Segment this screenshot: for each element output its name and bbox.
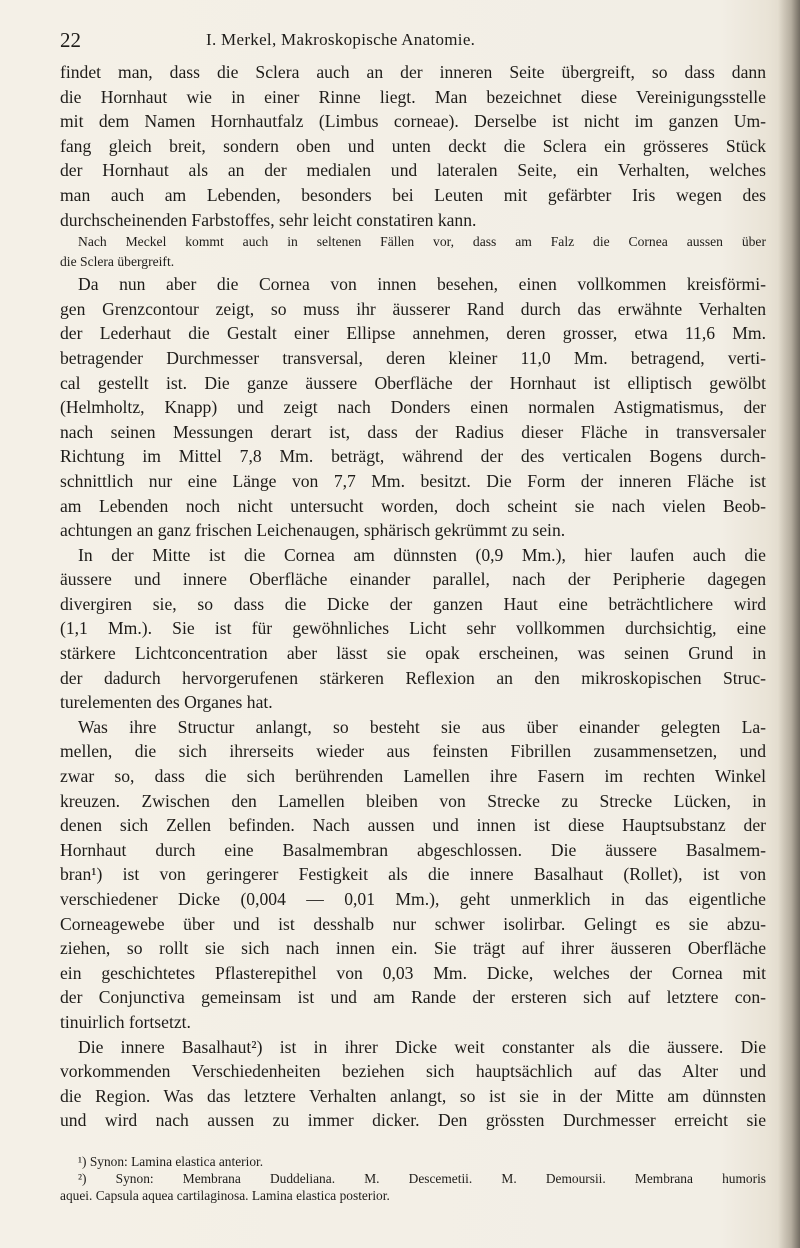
text-line: bran¹) ist von geringerer Festigkeit als die innere Basalhaut (Rollet), ist von [60,864,766,885]
paragraph-1 [60,60,766,232]
text-line: findet man, dass die Sclera auch an der inneren Seite übergreift, so dass dann [60,62,766,82]
text-line: mit dem Namen Hornhautfalz (Limbus corneae). Derselbe ist nicht im ganzen Um- [60,111,766,132]
text-line: Richtung im Mittel 7,8 Mm. beträgt, während der des verticalen Bogens durch- [60,446,766,467]
text-line: äussere und innere Oberfläche einander parallel, nach der Peripherie dagegen [60,569,766,590]
text-line: achtungen an ganz frischen Leichenaugen, sphärisch gekrümmt zu sein. [60,520,566,541]
footnote-1: ¹) Synon: Lamina elastica anterior. [78,1154,264,1169]
text-line: verschiedener Dicke (0,004 — 0,01 Mm.), geht unmerklich in das eigentliche [60,889,766,909]
text-line: ziehen, so rollt sie sich nach innen ein. Sie trägt auf ihrer äusseren Oberfläche [60,938,766,959]
text-line: der Hornhaut als an der medialen und lateralen Seite, ein Verhalten, welches [60,160,766,181]
text-line: der Lederhaut die Gestalt einer Ellipse annehmen, deren grosser, etwa 11,6 Mm. [60,323,766,344]
text-line: ein geschichtetes Pflasterepithel von 0,03 Mm. Dicke, welches der Cornea mit [60,962,766,983]
text-line: man auch am Lebenden, besonders bei Leuten mit gefärbter Iris wegen des [60,184,766,205]
text-line: (1,1 Mm.). Sie ist für gewöhnliches Licht sehr vollkommen durchsichtig, eine [60,618,766,639]
text-line: Die innere Basalhaut²) ist in ihrer Dicke weit constanter als die äussere. Die [78,1036,766,1057]
paragraph-2 [60,272,766,543]
text-line: tinuirlich fortsetzt. [60,1011,191,1032]
footnote-2: ²) Synon: Membrana Duddeliana. M. Descemetii. M. Demoursii. Membrana humoris [78,1171,766,1186]
running-head: I. Merkel, Makroskopische Anatomie. [206,30,476,49]
text-line: gen Grenzcontour zeigt, so muss ihr äusserer Rand durch das erwähnte Verhalten [60,298,766,319]
text-line: zwar so, dass die sich berührenden Lamellen ihre Fasern im rechten Winkel [60,766,766,787]
text-line: am Lebenden noch nicht untersucht worden, doch scheint sie nach vielen Beob- [60,495,766,516]
text-line: Was ihre Structur anlangt, so besteht sie aus über einander gelegten La- [78,716,766,737]
note-line: Nach Meckel kommt auch in seltenen Fällen vor, dass am Falz die Cornea aussen über [78,234,766,250]
paragraph-4 [60,715,766,1035]
paragraph-3 [60,543,766,715]
footnotes [60,1153,766,1204]
text-line: In der Mitte ist die Cornea am dünnsten (0,9 Mm.), hier laufen auch die [78,544,766,565]
text-line: der dadurch hervorgerufenen stärkeren Reflexion an den mikroskopischen Struc- [60,667,766,688]
text-line: divergiren sie, so dass die Dicke der ganzen Haut eine beträchtlichere wird [60,593,766,614]
body-text [60,60,766,1133]
text-line: die Hornhaut wie in einer Rinne liegt. Man bezeichnet diese Vereinigungsstelle [60,86,766,107]
text-line: durchscheinenden Farbstoffes, sehr leicht constatiren kann. [60,209,477,230]
text-line: turelementen des Organes hat. [60,692,273,713]
text-line: Corneagewebe über und ist desshalb nur schwer isolirbar. Gelingt es sie abzu- [60,913,766,934]
text-line: der Conjunctiva gemeinsam ist und am Rande der ersteren sich auf letztere con- [60,987,766,1008]
page-header [60,28,750,56]
text-line: fang gleich breit, sondern oben und unten deckt die Sclera ein grösseres Stück [60,135,766,156]
text-line: vorkommenden Verschiedenheiten beziehen sich hauptsächlich auf das Alter und [60,1061,766,1082]
text-line: mellen, die sich ihrerseits wieder aus feinsten Fibrillen zusammensetzen, und [60,741,766,762]
text-line: (Helmholtz, Knapp) und zeigt nach Donders einen normalen Astigmatismus, der [60,397,766,418]
text-line: und wird nach aussen zu immer dicker. Den grössten Durchmesser erreicht sie [60,1110,766,1131]
text-line: die Region. Was das letztere Verhalten anlangt, so ist sie in der Mitte am dünnsten [60,1085,766,1106]
text-line: nach seinen Messungen derart ist, dass der Radius dieser Fläche in transversaler [60,421,766,442]
text-line: denen sich Zellen befinden. Nach aussen und innen ist diese Hauptsubstanz der [60,815,766,836]
text-line: Da nun aber die Cornea von innen besehen, einen vollkommen kreisförmi- [78,274,766,295]
text-line: kreuzen. Zwischen den Lamellen bleiben von Strecke zu Strecke Lücken, in [60,790,766,811]
note-line: die Sclera übergreift. [60,254,175,270]
text-line: cal gestellt ist. Die ganze äussere Oberfläche der Hornhaut ist elliptisch gewölbt [60,372,766,393]
text-line: Hornhaut durch eine Basalmembran abgeschlossen. Die äussere Basalmem- [60,839,766,860]
page-number: 22 [60,28,81,52]
text-line: stärkere Lichtconcentration aber lässt sie opak erscheinen, was seinen Grund in [60,643,766,664]
page-edge-shadow [778,0,800,1248]
text-line: schnittlich nur eine Länge von 7,7 Mm. besitzt. Die Form der inneren Fläche ist [60,470,766,491]
text-line: betragender Durchmesser transversal, deren kleiner 11,0 Mm. betragend, verti- [60,347,766,368]
paragraph-5 [60,1035,766,1133]
footnote-2-continued: aquei. Capsula aquea cartilaginosa. Lamina elastica posterior. [60,1188,390,1203]
note-paragraph [60,232,766,272]
